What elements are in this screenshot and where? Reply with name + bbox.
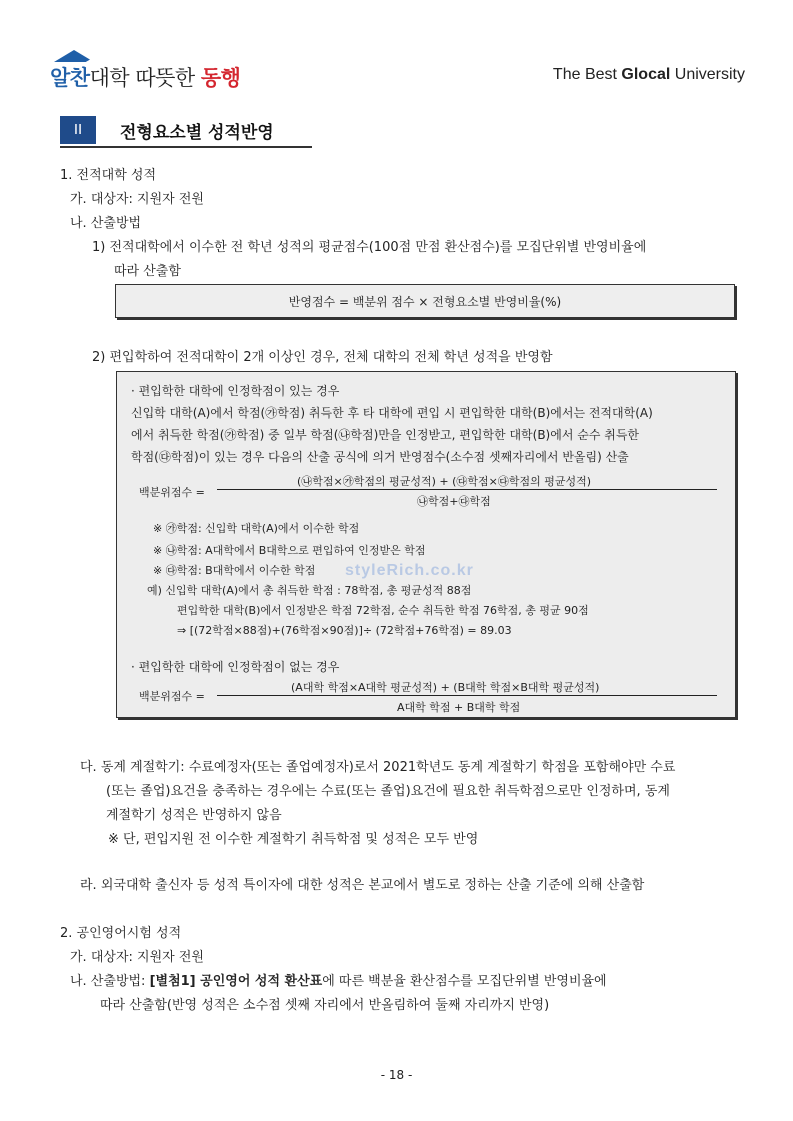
s1-item2: 2) 편입학하여 전적대학이 2개 이상인 경우, 전체 대학의 전체 학년 성적을 반영함: [92, 350, 553, 365]
watermark: styleRich.co.kr: [345, 562, 474, 579]
roof-icon: [54, 50, 94, 62]
s2-na: 나. 산출방법: [별첨1] 공인영어 성적 환산표에 따른 백분율 환산점수를 모집단위별 반영비율에: [70, 974, 607, 989]
case1-line2: 에서 취득한 학점(㉮학점) 중 일부 학점(㉯학점)만을 인정받고, 편입학한 대학(B)에서 순수 취득한: [131, 428, 640, 442]
formula-2-denominator: ㉯학점+㉰학점: [417, 495, 491, 508]
s1-ra: 라. 외국대학 출신자 등 성적 특이자에 대한 성적은 본교에서 별도로 정하는 산출 기준에 의해 산출함: [80, 878, 645, 893]
s1-da-line3: 계절학기 성적은 반영하지 않음: [106, 808, 282, 823]
s1-ga: 가. 대상자: 지원자 전원: [70, 192, 204, 207]
s2-ga: 가. 대상자: 지원자 전원: [70, 950, 204, 965]
formula-1: 반영점수 = 백분위 점수 × 전형요소별 반영비율(%): [288, 295, 562, 309]
s1-da-note: ※ 단, 편입지원 전 이수한 계절학기 취득학점 및 성적은 모두 반영: [108, 832, 479, 847]
formula-2-fraction-line: [217, 489, 717, 490]
s1-item1-line1: 1) 전적대학에서 이수한 전 학년 성적의 평균점수(100점 만점 환산점수)를 모집단위별 반영비율에: [92, 240, 647, 255]
example-line3: ⇒ [(72학점×88점)+(76학점×90점)]÷ (72학점+76학점) = 89.03: [177, 624, 512, 637]
note-1: ※ ㉮학점: 신입학 대학(A)에서 이수한 학점: [153, 522, 360, 535]
formula-box-1: [115, 284, 735, 318]
s1-na: 나. 산출방법: [70, 216, 142, 231]
s2-na-line2: 따라 산출함(반영 성적은 소수점 셋째 자리에서 반올림하여 둘째 자리까지 반영): [100, 998, 550, 1013]
header-tagline: The Best Glocal University: [552, 66, 745, 83]
page-number: - 18 -: [380, 1068, 413, 1082]
case1-line1: 신입학 대학(A)에서 학점(㉮학점) 취득한 후 타 대학에 편입 시 편입학한 대학(B)에서는 전적대학(A): [131, 406, 653, 420]
case1-line3: 학점(㉰학점)이 있는 경우 다음의 산출 공식에 의거 반영점수(소수점 셋째자리에서 반올림) 산출: [131, 450, 629, 464]
formula-2-numerator: (㉯학점×㉮학점의 평균성적) + (㉰학점×㉰학점의 평균성적): [297, 475, 592, 488]
section-header: [60, 116, 312, 148]
section-title: 전형요소별 성적반영: [120, 123, 274, 143]
s1-da-line1: 다. 동계 계절학기: 수료예정자(또는 졸업예정자)로서 2021학년도 동계 계절학기 학점을 포함해야만 수료: [80, 760, 676, 775]
s1-heading: 1. 전적대학 성적: [60, 168, 157, 183]
case1-title: · 편입학한 대학에 인정학점이 있는 경우: [131, 384, 340, 398]
s1-item1-line2: 따라 산출함: [114, 264, 181, 279]
example-line2: 편입학한 대학(B)에서 인정받은 학점 72학점, 순수 취득한 학점 76학점, 총 평균 90점: [177, 604, 589, 617]
note-2: ※ ㉯학점: A대학에서 B대학으로 편입하여 인정받은 학점: [153, 544, 426, 557]
note-3: ※ ㉰학점: B대학에서 이수한 학점: [153, 564, 316, 577]
logo-text: 알찬대학 따뜻한 동행: [50, 66, 241, 90]
s2-heading: 2. 공인영어시험 성적: [60, 926, 182, 941]
case2-title: · 편입학한 대학에 인정학점이 없는 경우: [131, 660, 340, 674]
section-number: II: [60, 116, 96, 144]
s1-da-line2: (또는 졸업)요건을 충족하는 경우에는 수료(또는 졸업)요건에 필요한 취득학점으로만 인정하며, 동계: [106, 784, 670, 799]
formula-3-numerator: (A대학 학점×A대학 평균성적) + (B대학 학점×B대학 평균성적): [291, 681, 600, 694]
formula-2-label: 백분위점수 =: [139, 486, 205, 499]
example-line1: 예) 신입학 대학(A)에서 총 취득한 학점 : 78학점, 총 평균성적 88점: [147, 584, 472, 597]
formula-3-fraction-line: [217, 695, 717, 696]
calculation-box: [116, 371, 736, 718]
formula-3-label: 백분위점수 =: [139, 690, 205, 703]
formula-3-denominator: A대학 학점 + B대학 학점: [397, 701, 521, 714]
